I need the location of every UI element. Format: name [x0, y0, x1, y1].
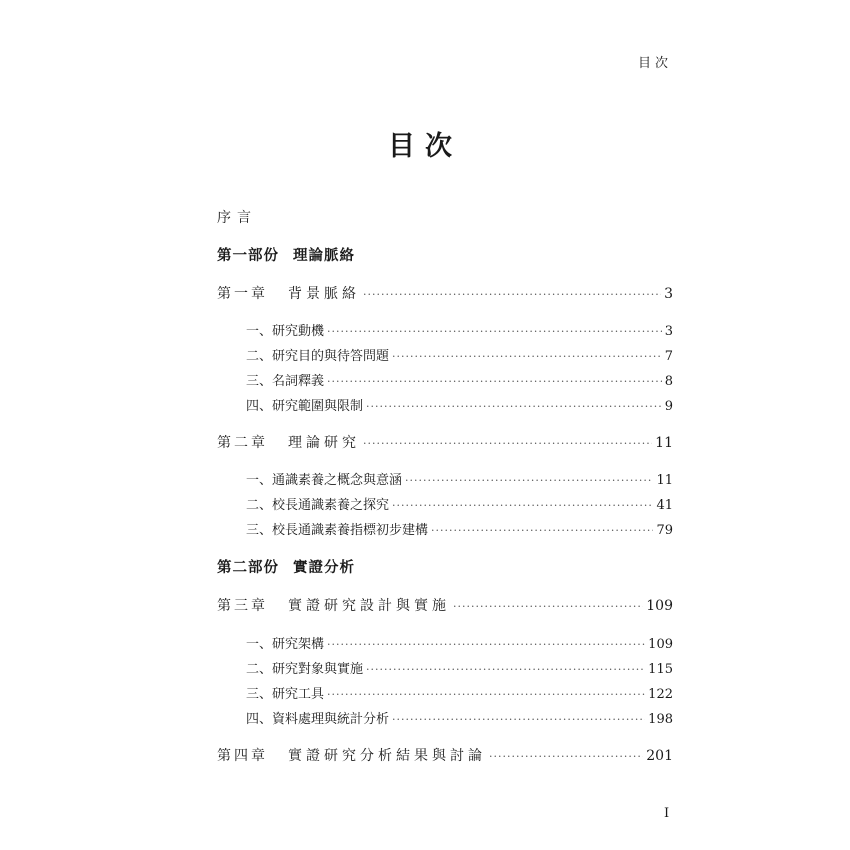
page-number: 109	[648, 637, 673, 652]
section-title: 一、研究動機	[246, 324, 325, 339]
part-heading	[217, 556, 355, 577]
leader-dots	[363, 437, 652, 450]
chapter-title: 實證研究設計與實施	[288, 598, 450, 614]
chapter-number: 第三章	[217, 598, 268, 614]
section-title: 四、資料處理與統計分析	[246, 712, 390, 727]
section-title: 三、校長通識素養指標初步建構	[246, 523, 429, 538]
part-title: 理論脈絡	[293, 248, 355, 264]
leader-dots	[405, 474, 653, 487]
leader-dots	[327, 688, 645, 701]
toc-chapter-row	[217, 745, 673, 765]
chapter-number: 第四章	[217, 748, 268, 764]
toc-section-row	[246, 469, 673, 488]
leader-dots	[366, 400, 662, 413]
section-title: 三、名詞釋義	[246, 374, 325, 389]
page-folio: I	[664, 806, 670, 821]
page-title: 目次	[388, 131, 462, 162]
toc-section-row	[246, 320, 673, 339]
toc-section-row	[246, 395, 673, 414]
section-title: 二、研究對象與實施	[246, 662, 364, 677]
part-label: 第一部份	[217, 248, 279, 264]
chapter-title: 背景脈絡	[288, 286, 360, 302]
section-title: 一、研究架構	[246, 637, 325, 652]
page-number: 7	[664, 349, 673, 364]
toc-section-row	[246, 633, 673, 652]
toc-section-row	[246, 370, 673, 389]
toc-chapter-row	[217, 283, 673, 303]
page-number: 79	[656, 523, 673, 538]
page-number: 11	[656, 473, 673, 488]
toc-section-row	[246, 494, 673, 513]
page-number: 3	[664, 324, 673, 339]
leader-dots	[366, 663, 645, 676]
preface-entry: 序言	[217, 210, 257, 226]
leader-dots	[327, 375, 662, 388]
page-number: 115	[648, 662, 673, 677]
leader-dots	[489, 750, 643, 763]
section-title: 四、研究範圍與限制	[246, 399, 364, 414]
chapter-number: 第一章	[217, 286, 268, 302]
part-label: 第二部份	[217, 560, 279, 576]
page-number: 9	[664, 399, 673, 414]
page-number: 41	[656, 498, 673, 513]
leader-dots	[327, 638, 645, 651]
page-number: 8	[664, 374, 673, 389]
chapter-number: 第二章	[217, 435, 268, 451]
section-title: 二、研究目的與待答問題	[246, 349, 390, 364]
part-title: 實證分析	[293, 560, 355, 576]
toc-section-row	[246, 519, 673, 538]
leader-dots	[392, 499, 653, 512]
page-number: 198	[648, 712, 673, 727]
toc-section-row	[246, 708, 673, 727]
chapter-title: 理論研究	[288, 435, 360, 451]
leader-dots	[431, 524, 653, 537]
toc-section-row	[246, 683, 673, 702]
chapter-title: 實證研究分析結果與討論	[288, 748, 486, 764]
toc-section-row	[246, 658, 673, 677]
section-title: 三、研究工具	[246, 687, 325, 702]
page-number: 122	[648, 687, 673, 702]
toc-section-row	[246, 345, 673, 364]
toc-chapter-row	[217, 595, 673, 615]
page-number: 201	[646, 748, 673, 764]
leader-dots	[392, 713, 645, 726]
running-head: 目次	[637, 56, 672, 71]
part-heading	[217, 244, 355, 265]
page-number: 3	[664, 286, 673, 302]
leader-dots	[363, 288, 661, 301]
leader-dots	[453, 600, 643, 613]
leader-dots	[392, 350, 662, 363]
page-number: 109	[646, 598, 673, 614]
section-title: 二、校長通識素養之探究	[246, 498, 390, 513]
toc-chapter-row	[217, 432, 673, 452]
section-title: 一、通識素養之概念與意涵	[246, 473, 403, 488]
page-number: 11	[655, 435, 673, 451]
leader-dots	[327, 325, 662, 338]
